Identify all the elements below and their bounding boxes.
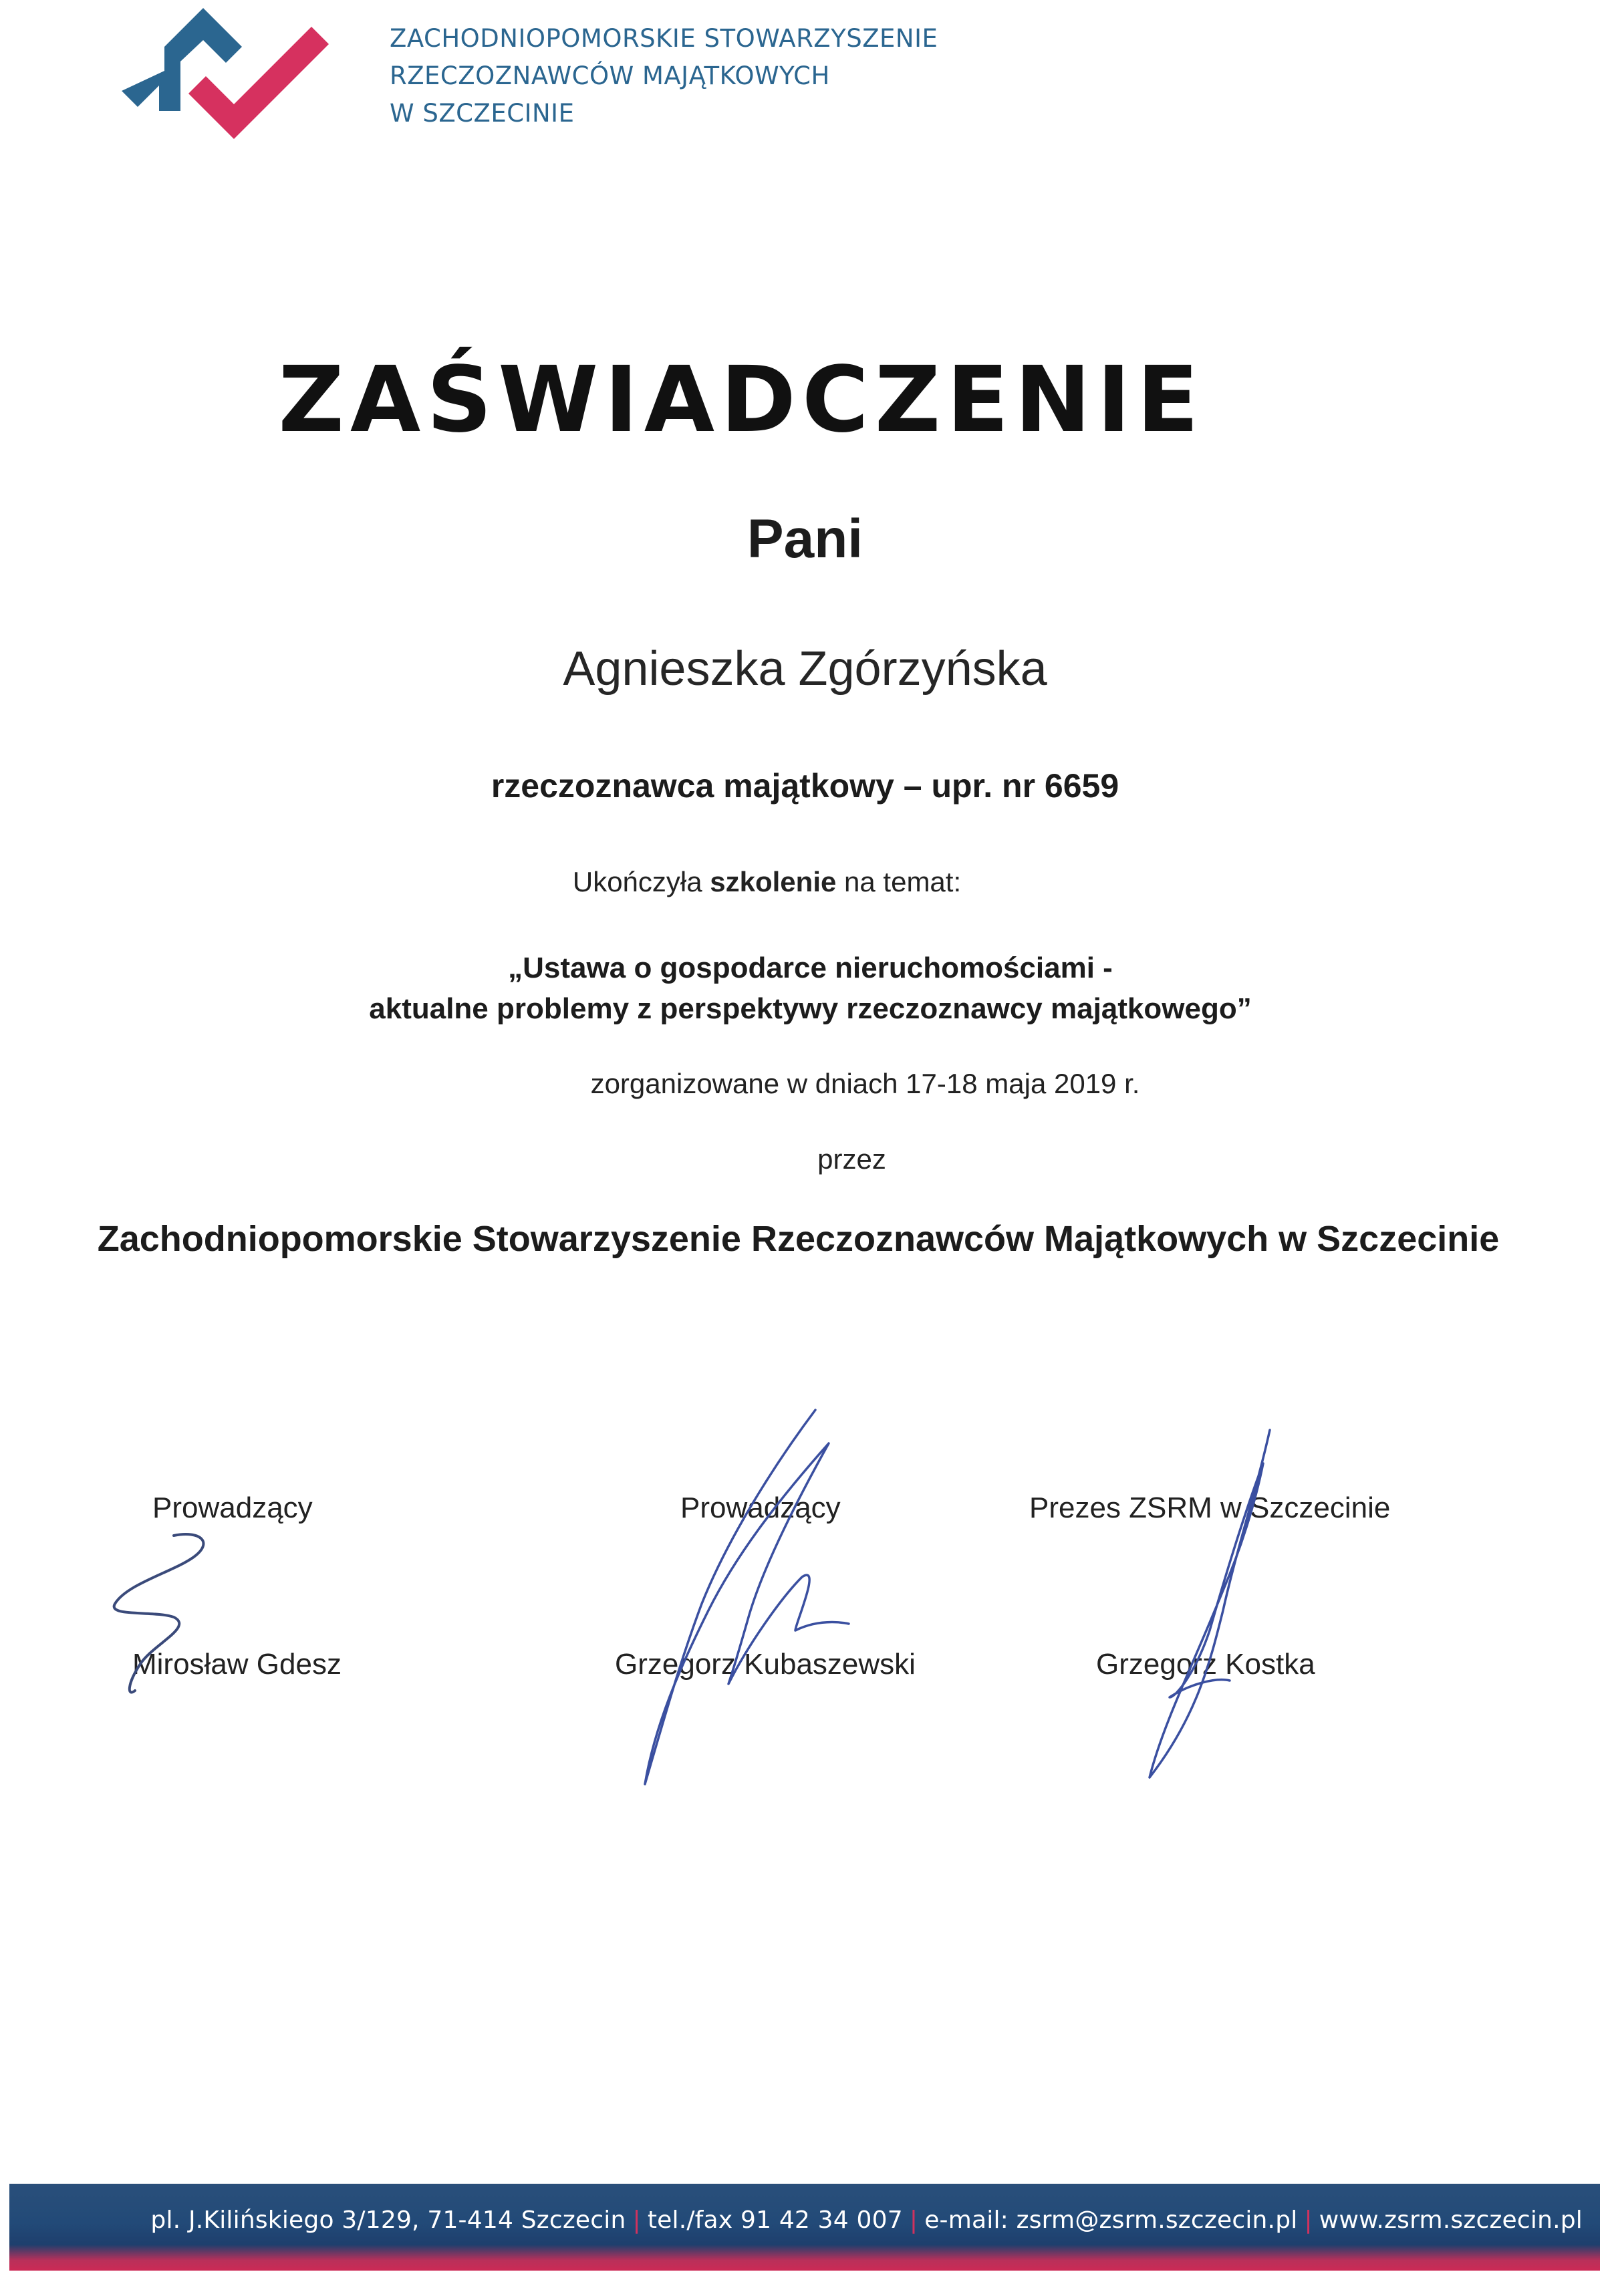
signature-2: [628, 1403, 922, 1791]
footer-separator: |: [632, 2206, 641, 2234]
signature-name-3: Grzegorz Kostka: [1096, 1648, 1315, 1681]
organizer-name: Zachodniopomorskie Stowarzyszenie Rzeczoznawców Majątkowych w Szczecinie: [97, 1219, 1500, 1259]
completion-bold: szkolenie: [710, 866, 837, 897]
signature-label-3: Prezes ZSRM w Szczecinie: [1029, 1491, 1391, 1524]
association-logo: [114, 5, 341, 159]
signature-3: [1123, 1417, 1297, 1791]
org-header-line-1: ZACHODNIOPOMORSKIE STOWARZYSZENIE: [390, 24, 938, 53]
footer-band: [9, 2184, 1600, 2271]
org-header-line-3: W SZCZECINIE: [390, 99, 575, 128]
footer-separator: |: [909, 2206, 918, 2234]
completion-suffix: na temat:: [836, 866, 962, 897]
certificate-title: ZAŚWIADCZENIE: [278, 347, 1205, 453]
footer-website[interactable]: www.zsrm.szczecin.pl: [1319, 2206, 1583, 2234]
signature-label-1: Prowadzący: [152, 1491, 313, 1524]
org-header-line-2: RZECZOZNAWCÓW MAJĄTKOWYCH: [390, 61, 830, 90]
salutation: Pani: [747, 509, 863, 569]
completion-statement: [0, 866, 1572, 898]
signature-name-2: Grzegorz Kubaszewski: [615, 1648, 916, 1681]
footer-address: pl. J.Kilińskiego 3/129, 71-414 Szczecin: [150, 2206, 626, 2234]
footer-contact: [150, 2206, 1583, 2234]
signature-name-1: Mirosław Gdesz: [132, 1648, 342, 1681]
training-dates: zorganizowane w dniach 17-18 maja 2019 r.: [590, 1068, 1140, 1099]
organized-by-label: przez: [817, 1143, 886, 1175]
training-topic-line-2: aktualne problemy z perspektywy rzeczoznawcy majątkowego”: [369, 992, 1252, 1025]
recipient-qualification: rzeczoznawca majątkowy – upr. nr 6659: [491, 767, 1119, 805]
footer-phone: tel./fax 91 42 34 007: [647, 2206, 903, 2234]
recipient-name: Agnieszka Zgórzyńska: [563, 642, 1047, 696]
footer-separator: |: [1304, 2206, 1313, 2234]
org-header: [390, 20, 938, 132]
training-topic: [5, 948, 1610, 1029]
completion-prefix: Ukończyła: [572, 866, 710, 897]
training-topic-line-1: „Ustawa o gospodarce nieruchomościami -: [508, 952, 1113, 984]
footer-email[interactable]: e-mail: zsrm@zsrm.szczecin.pl: [924, 2206, 1298, 2234]
signature-label-2: Prowadzący: [680, 1491, 841, 1524]
